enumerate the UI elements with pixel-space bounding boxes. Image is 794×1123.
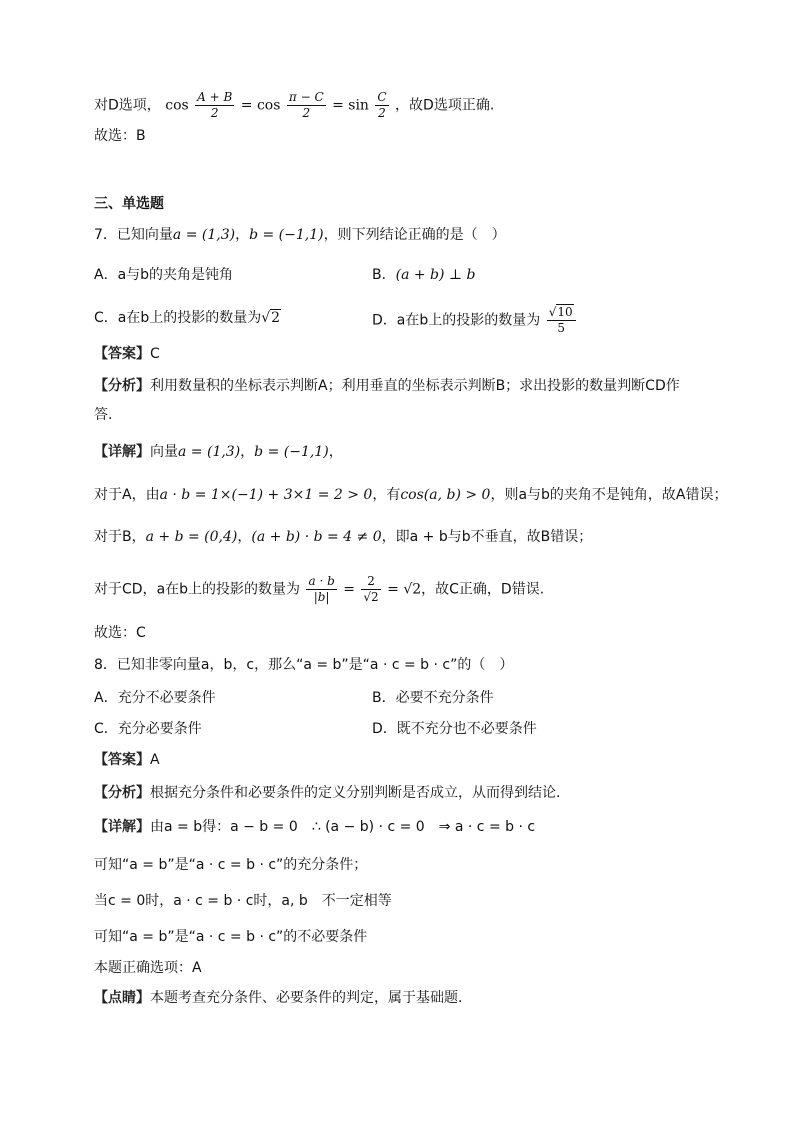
detail-line-b xyxy=(94,528,592,546)
frac-den: 2 xyxy=(210,106,219,120)
analysis-tag: 【分析】 xyxy=(94,785,150,801)
text: 根据充分条件和必要条件的定义分别判断是否成立，从而得到结论. xyxy=(150,785,561,801)
answer-line: 故选：B xyxy=(94,128,146,144)
comment-tag: 【点睛】 xyxy=(94,990,150,1006)
option-b xyxy=(372,266,476,284)
detail xyxy=(94,818,535,836)
choose-line: 故选：C xyxy=(94,625,146,641)
text: 对于B， xyxy=(94,529,146,545)
detail: 【详解】向量a = (1,3)，b = (−1,1)， xyxy=(94,444,343,460)
text: ，故C正确，D错误. xyxy=(421,581,545,598)
text: ， xyxy=(235,227,250,243)
frac-den: |b| xyxy=(313,590,330,604)
answer-tag: 【答案】 xyxy=(94,346,150,362)
math-sqrt: 10 xyxy=(557,305,573,319)
answer-tag: 【答案】 xyxy=(94,752,150,768)
text: ，即a + b与b不垂直，故B错误； xyxy=(381,529,593,545)
fraction xyxy=(375,90,388,121)
fraction xyxy=(287,90,326,121)
answer xyxy=(94,751,160,769)
math-cos: cos xyxy=(165,97,189,114)
math-sqrt: 2 xyxy=(271,310,281,326)
frac-num: A + B xyxy=(197,90,233,104)
option-b: B．必要不充分条件 xyxy=(372,690,494,706)
answer xyxy=(94,345,160,363)
question-7-stem xyxy=(94,226,506,244)
option-c: C．充分必要条件 xyxy=(94,721,202,737)
text: C． xyxy=(94,310,118,326)
frac-num: 2 xyxy=(361,574,380,590)
fraction xyxy=(361,574,380,605)
fraction xyxy=(306,574,336,605)
frac-den: 5 xyxy=(557,321,565,335)
analysis xyxy=(94,377,680,395)
question-8-stem: 8．已知非零向量a，b，c，那么“a = b”是“a · c = b · c”的（ ） xyxy=(94,657,514,673)
fraction xyxy=(195,90,234,121)
option-d xyxy=(372,305,578,336)
option-a: A．充分不必要条件 xyxy=(94,690,216,706)
analysis xyxy=(94,784,560,802)
math-eq: = sin xyxy=(332,97,369,114)
section-title: 三、单选题 xyxy=(94,196,164,212)
text: ，有 xyxy=(372,487,401,503)
comment xyxy=(94,989,462,1007)
math: = √2 xyxy=(382,581,422,598)
frac-num: √10 xyxy=(547,305,576,321)
frac-den: 2 xyxy=(378,106,386,120)
math: a = (1,3) xyxy=(178,444,241,460)
fraction xyxy=(547,305,576,336)
detail-line-1: 可知“a = b”是“a · c = b · c”的充分条件； xyxy=(94,857,368,873)
option-c: C．a在b上的投影的数量为√2 xyxy=(94,310,281,326)
text: 对于CD， xyxy=(94,581,157,598)
detail-tag: 【详解】 xyxy=(94,819,150,835)
frac-den: √2 xyxy=(363,590,379,604)
text: a在b上的投影的数量为 xyxy=(156,581,301,598)
frac-num: a · b xyxy=(308,574,335,588)
detail-line-2: 当c = 0时，a · c = b · c时，a, b 不一定相等 xyxy=(94,893,392,909)
frac-den: 2 xyxy=(302,106,311,120)
text: a在b上的投影的数量为 xyxy=(396,312,541,329)
text: B． xyxy=(372,267,396,283)
analysis-cont: 答. xyxy=(94,407,113,423)
text: 对于A，由 xyxy=(94,487,160,503)
text: ，故D选项正确. xyxy=(395,97,495,114)
text: 向量 xyxy=(150,444,178,460)
math: (a + b) · b = 4 ≠ 0 xyxy=(251,529,382,545)
math: a + b = (0,4) xyxy=(145,529,238,545)
text: ，则下列结论正确的是（ ） xyxy=(323,227,506,243)
text: 本题考查充分条件、必要条件的判定，属于基础题. xyxy=(150,990,463,1006)
math: b = (−1,1) xyxy=(254,444,329,460)
text: A． xyxy=(94,267,118,283)
math: cos(a, b) > 0 xyxy=(400,487,491,503)
option-d-conclusion xyxy=(94,90,494,121)
option-a xyxy=(94,266,233,284)
text: 利用数量积的坐标表示判断A；利用垂直的坐标表示判断B；求出投影的数量判断CD作 xyxy=(150,378,680,394)
math: b = (−1,1) xyxy=(249,227,324,243)
detail-line-4: 本题正确选项：A xyxy=(94,960,202,976)
text: 由a = b得：a − b = 0 ∴ (a − b) · c = 0 ⇒ a · c = b · c xyxy=(150,819,536,835)
text: 对D选项， xyxy=(94,97,161,114)
detail-line-cd xyxy=(94,574,544,605)
frac-num: π − C xyxy=(288,90,324,104)
text: a在b上的投影的数量为 xyxy=(117,310,262,326)
text: a与b的夹角是钝角 xyxy=(117,267,234,283)
text: D． xyxy=(372,312,397,329)
text: 7．已知向量 xyxy=(94,227,173,243)
detail-line-3: 可知“a = b”是“a · c = b · c”的不必要条件 xyxy=(94,929,368,945)
math: a · b = 1×(−1) + 3×1 = 2 > 0 xyxy=(159,487,373,503)
text: ， xyxy=(237,529,252,545)
answer-value: A xyxy=(150,752,160,768)
math: (a + b) ⊥ b xyxy=(395,267,476,283)
answer-value: C xyxy=(150,346,160,362)
math-eq: = cos xyxy=(240,97,281,114)
frac-num: C xyxy=(377,90,387,104)
detail-tag: 【详解】 xyxy=(94,444,150,460)
text: ，则a与b的夹角不是钝角，故A错误； xyxy=(490,487,728,503)
analysis-tag: 【分析】 xyxy=(94,378,150,394)
math: a = (1,3) xyxy=(172,227,236,243)
detail-line-a xyxy=(94,486,728,504)
math: = xyxy=(338,581,360,598)
option-d: D．既不充分也不必要条件 xyxy=(372,721,537,737)
